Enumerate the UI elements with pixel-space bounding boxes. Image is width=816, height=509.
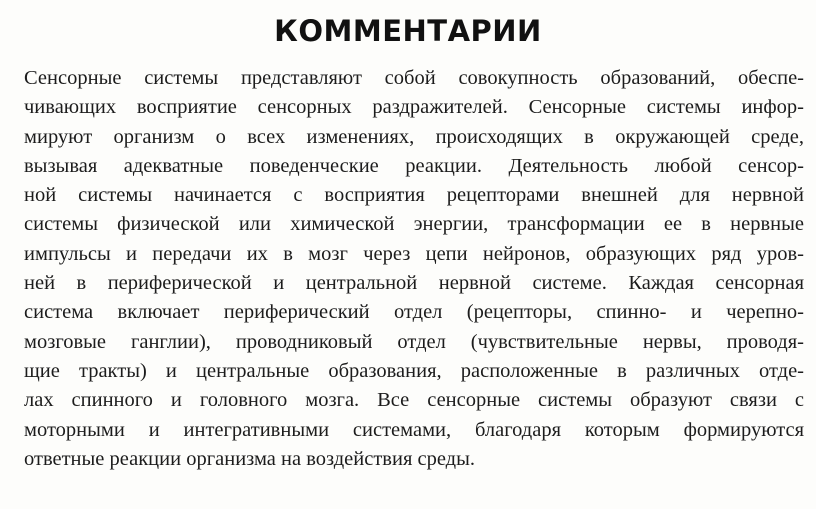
text-line: Сенсорные системы представляют собой совокупность образований, обеспе- (24, 67, 804, 89)
text-line: импульсы и передачи их в мозг через цепи нейронов, образующих ряд уров- (24, 242, 804, 265)
text-line: система включает периферический отдел (рецепторы, спинно- и черепно- (24, 301, 804, 324)
text-line: вызывая адекватные поведенческие реакции. Деятельность любой сенсор- (24, 154, 804, 177)
text-line: ней в периферической и центральной нервной системе. Каждая сенсорная (24, 272, 804, 295)
text-line: мозговые ганглии), проводниковый отдел (чувствительные нервы, проводя- (24, 330, 804, 353)
page-title: КОММЕНТАРИИ (274, 14, 542, 48)
text-line: ной системы начинается с восприятия рецепторами внешней для нервной (24, 184, 804, 207)
text-line: ответные реакции организма на воздействия среды. (24, 447, 476, 470)
comment-paragraph (24, 64, 804, 474)
text-line: мируют организм о всех изменениях, происходящих в окружающей среде, (24, 125, 804, 148)
text-line: щие тракты) и центральные образования, расположенные в различных отде- (24, 359, 804, 382)
text-line: чивающих восприятие сенсорных раздражителей. Сенсорные системы инфор- (24, 96, 804, 119)
text-line: системы физической или химической энергии, трансформации ее в нервные (24, 213, 804, 236)
text-line: лах спинного и головного мозга. Все сенсорные системы образуют связи с (24, 389, 804, 412)
text-line: моторными и интегративными системами, благодаря которым формируются (24, 418, 804, 441)
